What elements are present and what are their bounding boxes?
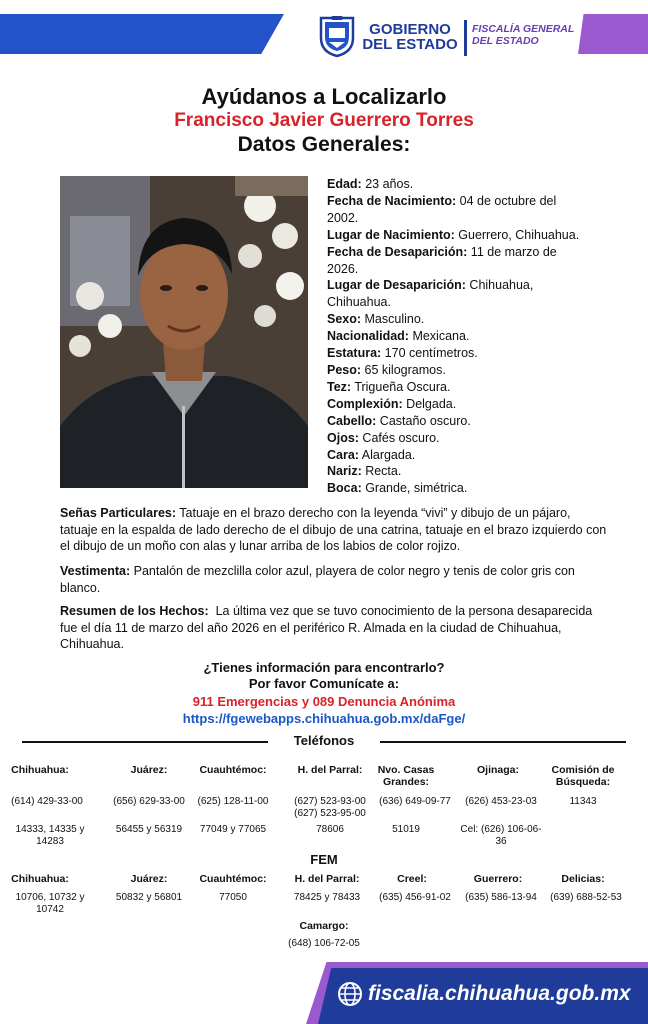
datum-value: Guerrero, Chihuahua. [454, 227, 580, 242]
fem-office-value: (635) 456-91-02 [379, 892, 451, 903]
fem-office-name: Guerrero: [473, 873, 523, 885]
datum-label: Peso: [327, 362, 362, 377]
datum-edad [327, 176, 587, 193]
datum-label: Estatura: [327, 346, 382, 361]
office-name: H. del Parral: [297, 764, 363, 776]
datum-value: 23 años. [361, 177, 414, 191]
gobierno-logo-text [362, 22, 458, 52]
datum-value: Grande, simétrica. [361, 481, 468, 496]
datum-boca [327, 480, 587, 497]
footer-website[interactable]: fiscalia.chihuahua.gob.mx [368, 982, 631, 1005]
office-extension: 14333, 14335 y 14283 [15, 824, 85, 847]
report-link[interactable]: https://fgewebapps.chihuahua.gob.mx/daFge/ [182, 711, 466, 726]
office-extension: Cel: (626) 106-06-36 [460, 824, 542, 847]
header-blue-bar [0, 14, 284, 54]
camargo-name: Camargo: [299, 920, 349, 932]
fem-office-value: 10706, 10732 y 10742 [15, 892, 85, 915]
fem-office-value: (639) 688-52-53 [550, 892, 622, 903]
datum-label: Fecha de Nacimiento: [327, 193, 457, 208]
portrait-illustration [60, 176, 308, 488]
vestimenta-text: Pantalón de mezclilla color azul, playera de color negro y tenis de color gris con blanco. [60, 564, 575, 595]
office-name: Ojinaga: [476, 764, 519, 776]
fem-office-name: Chihuahua: [11, 873, 69, 885]
fem-office-value: 50832 y 56801 [115, 892, 183, 903]
office-name: Comisión de Búsqueda: [551, 764, 615, 788]
datum-label: Sexo: [327, 312, 362, 327]
datum-label: Tez: [327, 379, 352, 394]
office-phone: 11343 [569, 796, 597, 807]
globe-icon [336, 980, 364, 1008]
resumen-text: La última vez que se tuvo conocimiento de la persona desaparecida fue el día 11 de marzo del año 2026 en el periférico R. Almada en la ciudad de Chihuahua, Chihuahua. [60, 604, 596, 651]
office-phone: (636) 649-09-77 [379, 796, 451, 807]
fiscalia-line1: FISCALÍA GENERAL [472, 23, 575, 35]
telefonos-title: Teléfonos [293, 733, 355, 748]
vestimenta-label: Vestimenta: [60, 564, 131, 578]
fem-office-name: H. del Parral: [294, 873, 360, 885]
fem-office-name: Delicias: [561, 873, 605, 885]
missing-person-name: Francisco Javier Guerrero Torres [174, 110, 474, 131]
datum-cabello [327, 413, 587, 430]
header-purple-bar [578, 14, 648, 54]
datum-fecha-nacimiento [327, 193, 587, 227]
datum-estatura [327, 345, 587, 362]
gobierno-line2: DEL ESTADO [362, 36, 458, 53]
fiscalia-logo-text [472, 23, 574, 47]
datum-label: Lugar de Nacimiento: [327, 227, 455, 242]
datum-lugar-nacimiento [327, 227, 587, 244]
state-shield-icon [318, 14, 356, 58]
datum-fecha-desaparicion [327, 244, 587, 278]
datum-value: Cafés oscuro. [358, 430, 440, 445]
datum-value: Masculino. [361, 312, 425, 327]
office-extension: 51019 [392, 824, 420, 835]
fiscalia-line2: DEL ESTADO [472, 35, 539, 47]
datum-nariz [327, 463, 587, 480]
fem-office-value: 77050 [219, 892, 247, 903]
fem-office-value: (635) 586-13-94 [465, 892, 537, 903]
emergency-numbers: 911 Emergencias y 089 Denuncia Anónima [192, 694, 456, 709]
office-phone: (627) 523-93-00 (627) 523-95-00 [294, 796, 366, 819]
datum-label: Cara: [327, 447, 359, 462]
datum-value: 04 de octubre del 2002. [327, 193, 557, 225]
datum-value: Alargada. [358, 447, 416, 462]
office-name: Nvo. Casas Grandes: [377, 764, 435, 788]
datum-value: Delgada. [402, 396, 457, 411]
senas-particulares [60, 505, 610, 555]
office-phone: (614) 429-33-00 [11, 796, 83, 807]
contact-please: Por favor Comunícate a: [248, 676, 400, 691]
contact-question: ¿Tienes información para encontrarlo? [203, 660, 445, 675]
datum-label: Cabello: [327, 413, 377, 428]
datum-value: Chihuahua, Chihuahua. [327, 278, 534, 310]
datum-value: 170 centímetros. [381, 346, 478, 361]
datum-tez [327, 379, 587, 396]
datum-label: Fecha de Desaparición: [327, 244, 468, 259]
office-extension: 56455 y 56319 [115, 824, 183, 835]
office-extension: 77049 y 77065 [199, 824, 267, 835]
datum-label: Nariz: [327, 464, 362, 479]
datum-peso [327, 362, 587, 379]
senas-text: Tatuaje en el brazo derecho con la leyenda “vivi” y dibujo de un pájaro, tatuaje en la espalda de lado derecho de el dibujo de una catrina, tatuaje en el brazo izquierdo con el dibujo de un moño con alas y lunar arriba de los labios de color rojizo. [60, 506, 607, 553]
office-name: Juárez: [130, 764, 168, 776]
datum-label: Edad: [327, 177, 362, 191]
office-phone: (625) 128-11-00 [197, 796, 269, 807]
datum-value: 65 kilogramos. [361, 362, 446, 377]
fem-office-value: 78425 y 78433 [293, 892, 361, 903]
senas-label: Señas Particulares: [60, 506, 177, 520]
datum-cara [327, 447, 587, 464]
vestimenta [60, 563, 610, 596]
datum-complexion [327, 396, 587, 413]
office-extension: 78606 [316, 824, 344, 835]
datum-value: Castaño oscuro. [376, 413, 471, 428]
office-phone: (626) 453-23-03 [465, 796, 537, 807]
datum-lugar-desaparicion [327, 277, 587, 311]
fem-office-name: Creel: [397, 873, 427, 885]
datum-value: Mexicana. [408, 329, 470, 344]
resumen-hechos [60, 603, 610, 653]
office-phone: (656) 629-33-00 [113, 796, 185, 807]
fem-office-name: Juárez: [130, 873, 168, 885]
datum-label: Ojos: [327, 430, 359, 445]
datum-ojos [327, 430, 587, 447]
datum-value: Trigueña Oscura. [351, 379, 451, 394]
page-heading: Ayúdanos a Localizarlo [201, 84, 447, 109]
header-separator [464, 20, 467, 56]
general-data-list [327, 176, 587, 497]
datum-label: Nacionalidad: [327, 329, 409, 344]
fem-office-name: Cuauhtémoc: [199, 873, 267, 885]
datum-sexo [327, 311, 587, 328]
datum-nacionalidad [327, 328, 587, 345]
resumen-label: Resumen de los Hechos: [60, 604, 209, 618]
missing-person-photo [60, 176, 308, 488]
datum-value: Recta. [361, 464, 402, 479]
camargo-value: (648) 106-72-05 [288, 938, 360, 949]
datum-label: Complexión: [327, 396, 403, 411]
gobierno-line1: GOBIERNO [369, 21, 451, 38]
datum-label: Lugar de Desaparición: [327, 278, 466, 293]
fem-title: FEM [310, 852, 338, 867]
datum-label: Boca: [327, 481, 362, 496]
office-name: Chihuahua: [11, 764, 69, 776]
office-name: Cuauhtémoc: [199, 764, 267, 776]
datum-value: 11 de marzo de 2026. [327, 244, 557, 276]
section-heading: Datos Generales: [237, 133, 411, 156]
